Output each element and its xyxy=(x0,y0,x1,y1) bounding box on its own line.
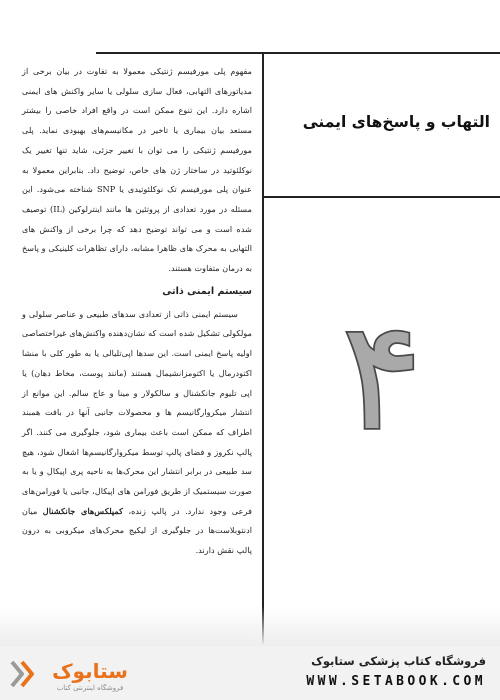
store-url-link[interactable]: WWW.SETABOOK.COM xyxy=(306,674,486,689)
vertical-rule xyxy=(262,52,264,644)
paragraph-2 xyxy=(22,305,252,561)
chapter-number-text: ۴ xyxy=(341,326,423,446)
chapter-title: التهاب و پاسخ‌های ایمنی xyxy=(302,113,490,131)
footer-banner xyxy=(0,646,500,700)
setabook-logo-icon xyxy=(8,654,138,694)
section-heading: سیستم ایمنی ذاتی xyxy=(162,285,252,297)
body-column xyxy=(22,62,252,561)
logo-wordmark: ستابوک xyxy=(52,659,128,683)
setabook-logo[interactable] xyxy=(8,654,138,694)
bold-phrase: کمپلکس‌های جانکشنال xyxy=(42,505,124,516)
footer-fade xyxy=(0,606,500,646)
chapter-number xyxy=(302,326,462,446)
store-name: فروشگاه کتاب پزشکی ستابوک xyxy=(311,654,486,668)
top-rule xyxy=(96,52,500,54)
logo-tagline: فروشگاه اینترنتی کتاب xyxy=(56,684,124,692)
paragraph-2-end: میان ادنتوبلاست‌ها در جلوگیری از لیکیج محرک‌های میکروبی به درون پالپ نقش دارند. xyxy=(22,505,252,556)
paragraph-1: مفهوم پلی مورفیسم ژنتیکی معمولا به تفاوت در بیان برخی از مدیاتورهای التهابی، فعال سازی سلولی یا سایر واکنش های ایمنی اشاره دارد. این تنوع ممکن است در واقع افراد خاصی را بیشتر مستعد بیان بیماری یا تاخیر در مکانیسم‌های بهبودی نماید. پلی مورفیسم ژنتیکی را می توان با تغییر جزئی، شاید تنها تغییر یک نوکلئوتید در ساختار ژن های خاص، توضیح داد. بنابراین معمولا به عنوان پلی مورفیسم تک نوکلئوتیدی یا SNP شناخته می‌شود. این مسئله در مورد تعدادی از پروتئین ها مانند اینترلوکین (IL) توصیف شده است و می تواند توضیح دهد که چرا برخی از واکنش های التهابی به محرک های ظاهرا مشابه، دارای تظاهرات کلینیکی و پاسخ به درمان متفاوت هستند. xyxy=(22,66,252,274)
title-underline-rule xyxy=(262,196,500,198)
chapter-number-glyph xyxy=(302,326,462,446)
paragraph-2-start: سیستم ایمنی ذاتی از تعدادی سدهای طبیعی و عناصر سلولی و مولکولی تشکیل شده است که نشان‌دهنده واکنش‌های غیراختصاصی اولیه پاسخ ایمنی است. این سدها اپی‌تلیالی یا به طور کلی با منشا اکتودرمال یا اکتومزانشیمال هستند (مانند پوست، مخاط دهان) یا اپی تلیوم جانکشنال و سالکولار و مینا و عاج سالم. این موانع از انتشار میکروارگانیسم ها و محصولات جانبی آنها در بافت همبند اطراف که ممکن است باعث بیماری شود، جلوگیری می کنند. اگر پالپ نکروز و فضای پالپ توسط میکروارگانیسم‌ها اشغال شود، هیچ سد طبیعی در برابر انتشار این محرک‌ها به ناحیه پری اپیکال و یا به صورت سیستمیک از طریق فورامن های اپیکال، جانبی یا فورامن‌های فرعی وجود ندارد. در پالپ زنده، xyxy=(22,308,253,516)
